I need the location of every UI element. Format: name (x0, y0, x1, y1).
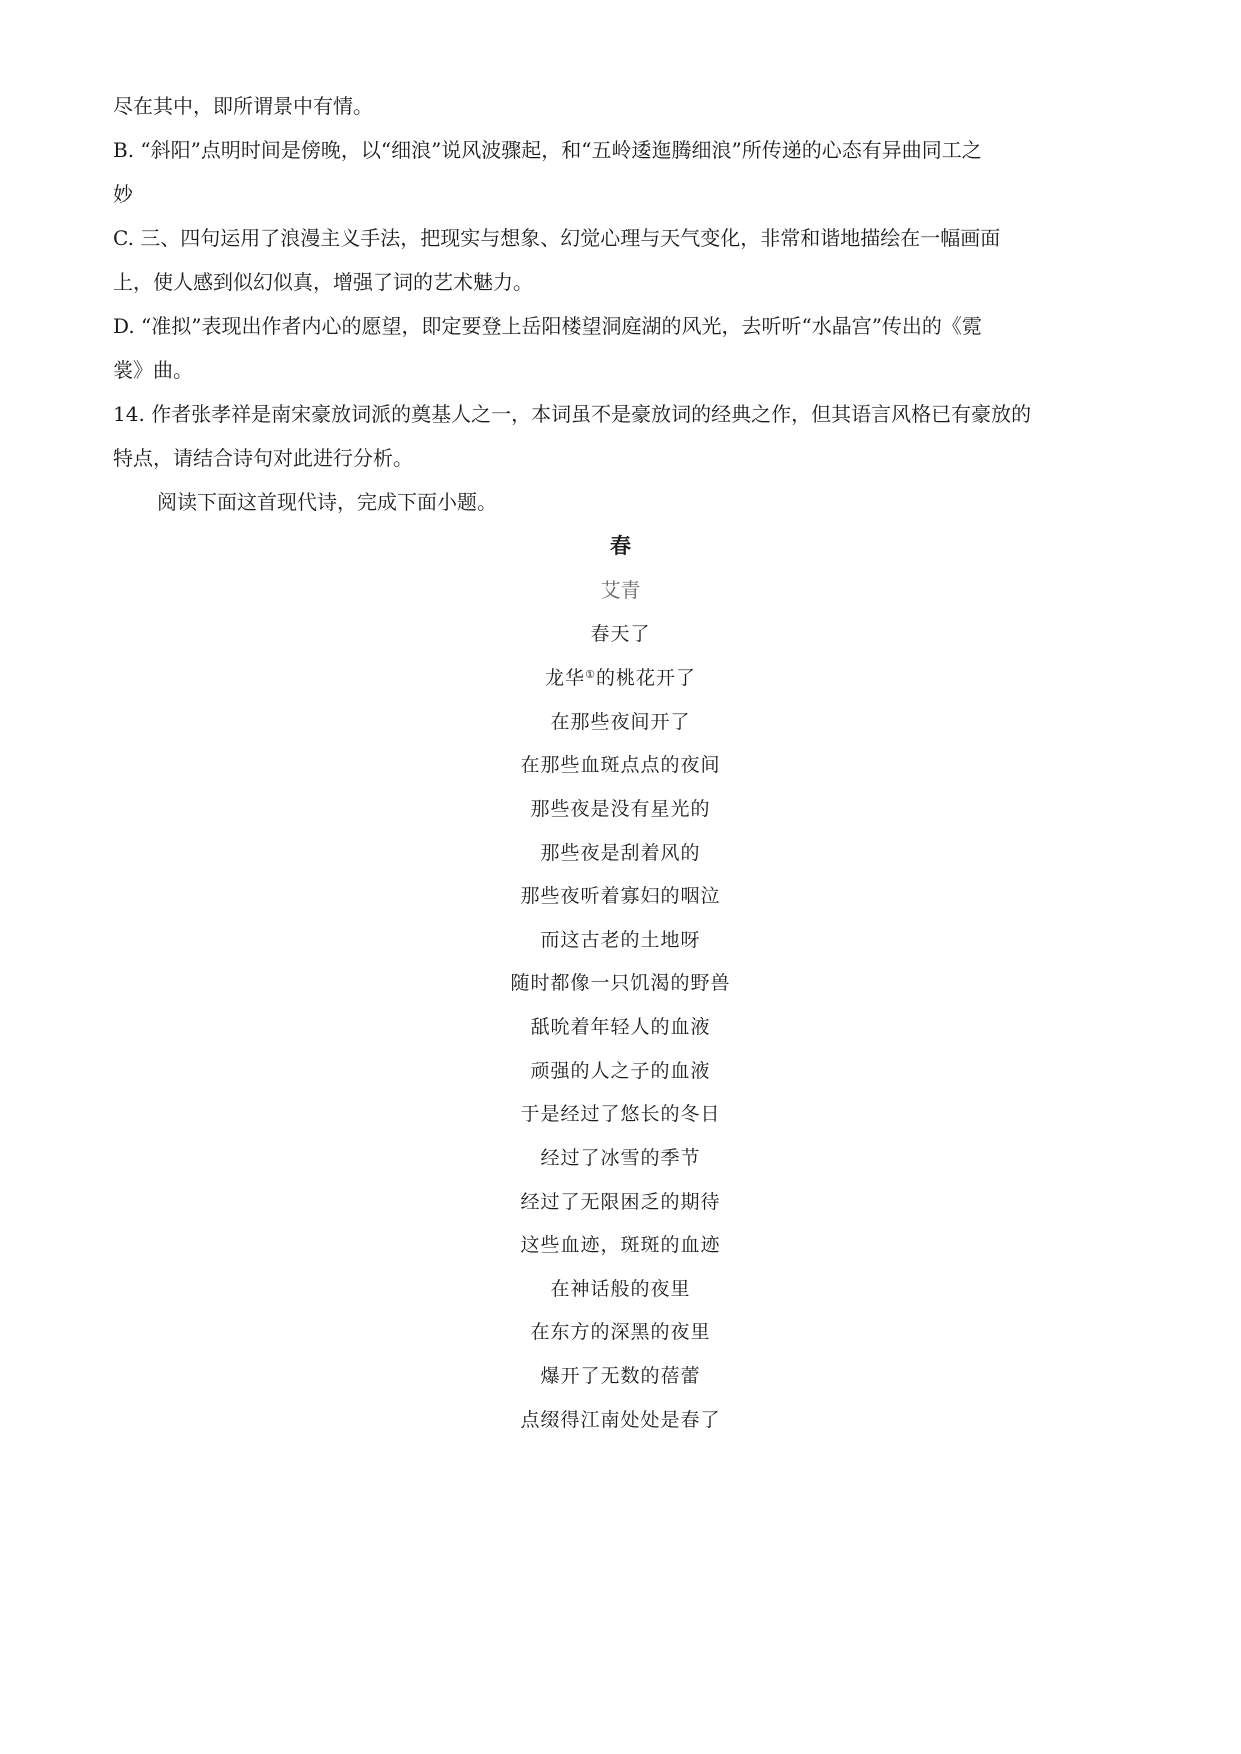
poem-line-part: 龙华 (545, 667, 586, 689)
poem-line: 那些夜是刮着风的 (540, 842, 701, 864)
poem-line: 那些夜听着寡妇的咽泣 (520, 885, 721, 907)
poem-line: 于是经过了悠长的冬日 (520, 1103, 721, 1125)
option-c-line-2: 上，使人感到似幻似真，增强了词的艺术魅力。 (113, 270, 533, 294)
option-b-line-2: 妙 (113, 182, 133, 206)
poem-line: 在那些夜间开了 (550, 711, 691, 733)
poem-line: 舐吮着年轻人的血液 (530, 1016, 711, 1038)
poem-line: 顽强的人之子的血液 (530, 1060, 711, 1082)
option-d-line-2: 裳》曲。 (113, 358, 193, 382)
poem-line-part: 的桃花开了 (595, 667, 696, 689)
poem-line (0, 664, 1241, 692)
poem-line: 在那些血斑点点的夜间 (520, 754, 721, 776)
continuation-text: 尽在其中，即所谓景中有情。 (113, 94, 373, 118)
option-c-line-1: C. 三、四句运用了浪漫主义手法，把现实与想象、幻觉心理与天气变化，非常和谐地描绘在一幅画面 (113, 226, 1001, 250)
poem-line: 而这古老的土地呀 (540, 929, 701, 951)
option-d-line-1: D. “准拟”表现出作者内心的愿望，即定要登上岳阳楼望洞庭湖的风光，去听听“水晶宫”传出的《霓 (113, 314, 982, 338)
poem-line: 经过了无限困乏的期待 (520, 1191, 721, 1213)
poem-line: 在神话般的夜里 (550, 1278, 691, 1300)
question-14-line-1: 14. 作者张孝祥是南宋豪放词派的奠基人之一，本词虽不是豪放词的经典之作，但其语言风格已有豪放的 (113, 402, 1032, 426)
poem-line: 爆开了无数的蓓蕾 (540, 1365, 701, 1387)
poem-line: 点缀得江南处处是春了 (520, 1409, 721, 1431)
poem-line: 经过了冰雪的季节 (540, 1147, 701, 1169)
poem-line: 随时都像一只饥渴的野兽 (510, 972, 731, 994)
option-b-line-1: B. “斜阳”点明时间是傍晚，以“细浪”说风波骤起，和“五岭逶迤腾细浪”所传递的心态有异曲同工之 (113, 138, 982, 162)
poem-line: 那些夜是没有星光的 (530, 798, 711, 820)
reading-instruction: 阅读下面这首现代诗，完成下面小题。 (157, 490, 497, 514)
question-14-line-2: 特点，请结合诗句对此进行分析。 (113, 446, 413, 470)
poem-line: 这些血迹，斑斑的血迹 (520, 1234, 721, 1256)
poem-line: 在东方的深黑的夜里 (530, 1321, 711, 1343)
poem-author: 艾青 (600, 578, 641, 602)
footnote-marker: ① (585, 668, 596, 681)
poem-title: 春 (610, 533, 631, 558)
poem-line: 春天了 (590, 623, 651, 645)
